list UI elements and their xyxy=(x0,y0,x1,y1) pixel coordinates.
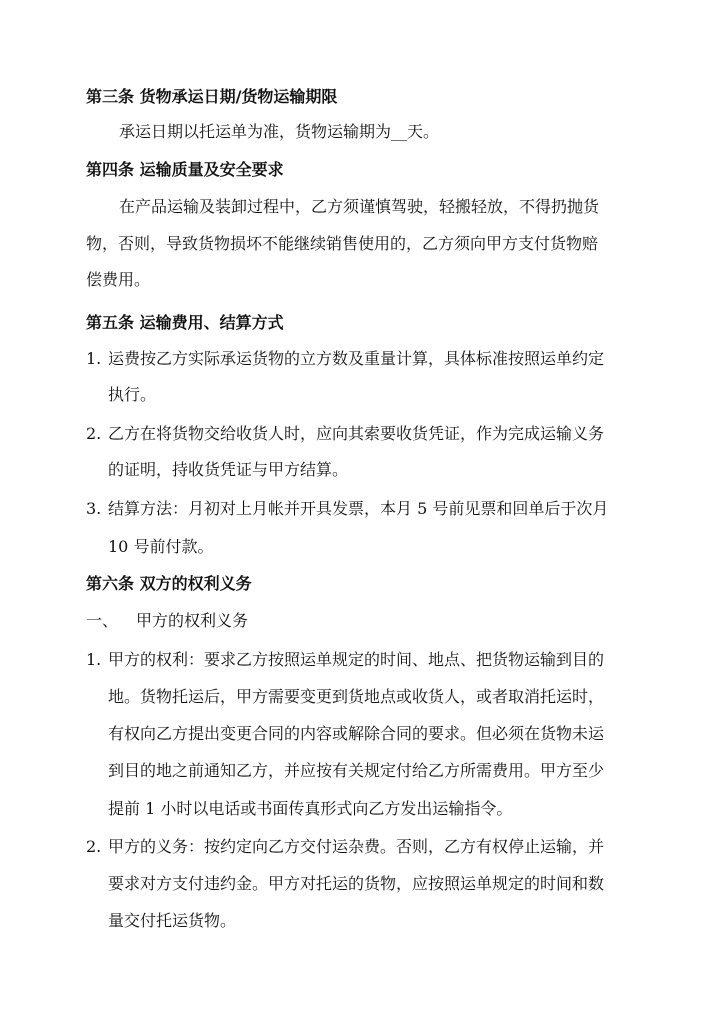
list-number: 1. xyxy=(86,349,102,368)
list-item-line: 甲方的义务：按约定向乙方交付运杂费。否则，乙方有权停止运输，并 xyxy=(108,837,605,856)
list-item-line: 10 号前付款。 xyxy=(108,537,214,556)
list-item-line: 有权向乙方提出变更合同的内容或解除合同的要求。但必须在货物未运 xyxy=(108,724,605,743)
list-item-line: 的证明，持收货凭证与甲方结算。 xyxy=(108,460,349,479)
list-item-line: 执行。 xyxy=(108,385,157,404)
article-5-heading: 第五条 运输费用、结算方式 xyxy=(86,313,284,332)
list-item-line: 地。货物托运后，甲方需要变更到货地点或收货人，或者取消托运时， xyxy=(108,687,605,706)
article-4-line: 在产品运输及装卸过程中，乙方须谨慎驾驶，轻搬轻放，不得扔抛货 xyxy=(119,197,600,216)
section-title: 甲方的权利义务 xyxy=(136,611,249,630)
list-number: 2. xyxy=(86,424,102,443)
list-number: 1. xyxy=(86,650,102,669)
list-item-line: 到目的地之前通知乙方，并应按有关规定付给乙方所需费用。甲方至少 xyxy=(108,761,605,780)
article-4-line: 偿费用。 xyxy=(86,270,151,289)
section-marker: 一、 xyxy=(86,611,119,630)
list-number: 2. xyxy=(86,837,102,856)
list-item-line: 量交付托运货物。 xyxy=(108,911,237,930)
list-item-line: 要求对方支付违约金。甲方对托运的货物，应按照运单规定的时间和数 xyxy=(108,874,605,893)
article-4-line: 物，否则，导致货物损坏不能继续销售使用的，乙方须向甲方支付货物赔 xyxy=(86,234,599,253)
article-3-body: 承运日期以托运单为准，货物运输期为__天。 xyxy=(119,122,440,141)
list-number: 3. xyxy=(86,499,102,518)
list-item-line: 运费按乙方实际承运货物的立方数及重量计算，具体标准按照运单约定 xyxy=(108,349,605,368)
article-3-heading: 第三条 货物承运日期/货物运输期限 xyxy=(86,87,338,106)
list-item-line: 结算方法：月初对上月帐并开具发票，本月 5 号前见票和回单后于次月 xyxy=(108,499,609,518)
article-6-heading: 第六条 双方的权利义务 xyxy=(86,574,252,593)
list-item-line: 甲方的权利：要求乙方按照运单规定的时间、地点、把货物运输到目的 xyxy=(108,650,605,669)
list-item-line: 乙方在将货物交给收货人时，应向其索要收货凭证，作为完成运输义务 xyxy=(108,424,605,443)
list-item-line: 提前 1 小时以电话或书面传真形式向乙方发出运输指令。 xyxy=(108,799,513,818)
article-4-heading: 第四条 运输质量及安全要求 xyxy=(86,160,284,179)
